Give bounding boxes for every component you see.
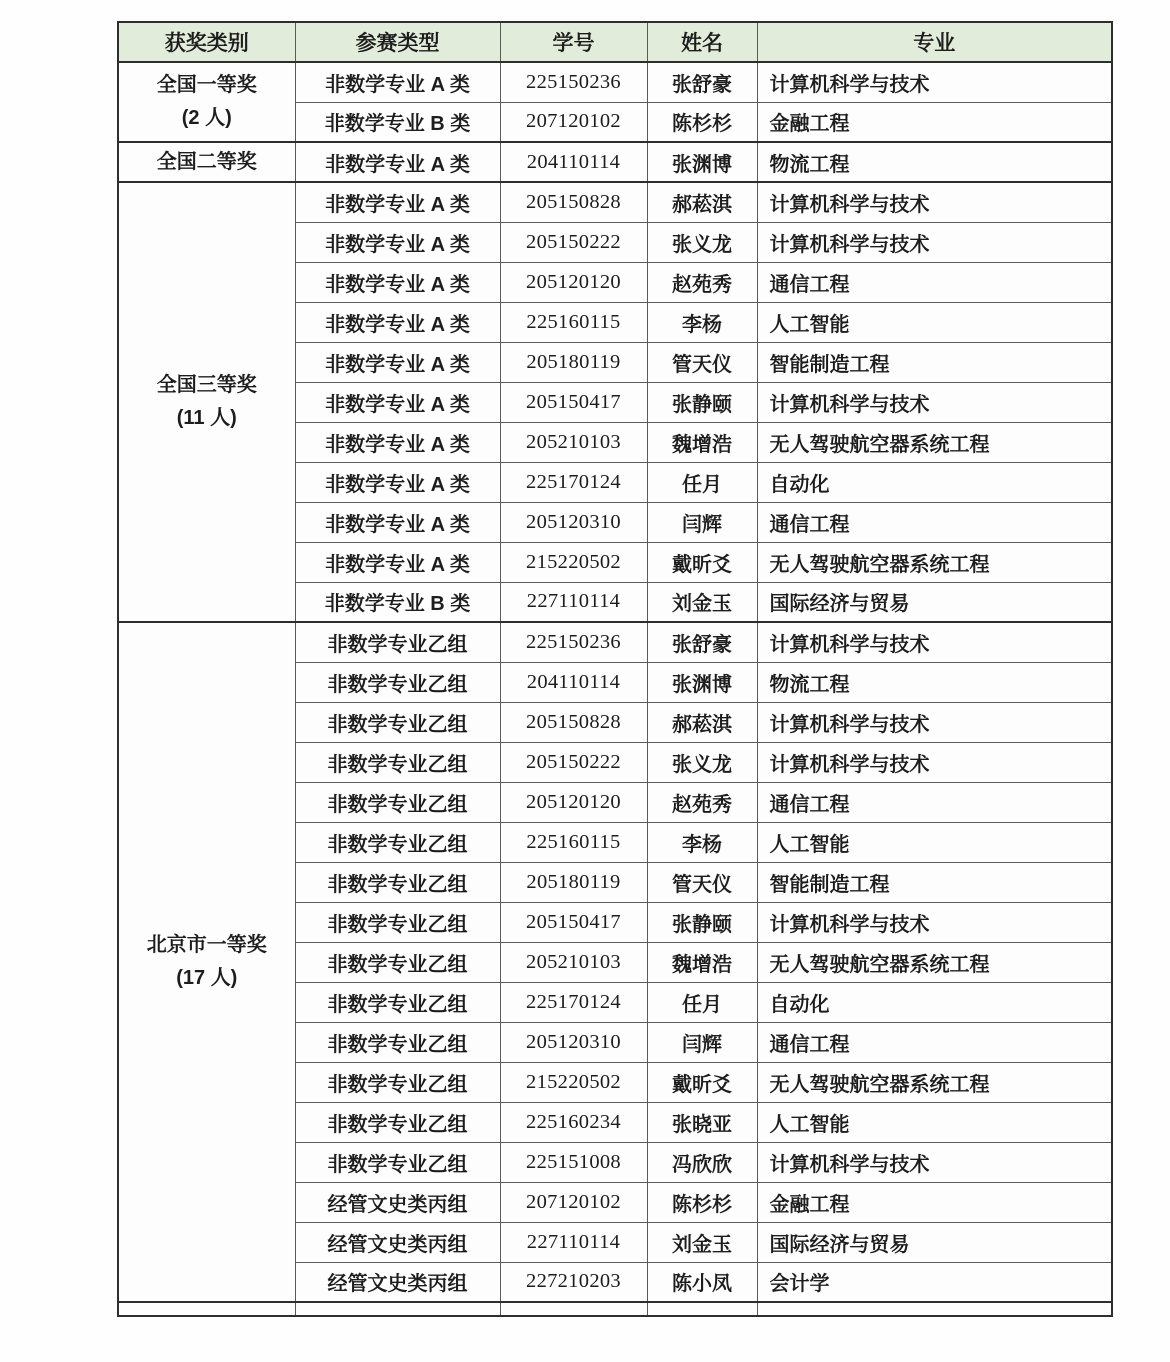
entry-type-cell: 非数学专业 A 类 — [295, 302, 500, 342]
student-id-cell: 225160115 — [500, 822, 647, 862]
entry-type-cell: 非数学专业乙组 — [295, 862, 500, 902]
major-cell: 智能制造工程 — [757, 862, 1112, 902]
student-name-cell: 赵苑秀 — [647, 262, 757, 302]
student-name-cell: 张义龙 — [647, 222, 757, 262]
student-id-cell: 205120120 — [500, 782, 647, 822]
student-name-cell: 张义龙 — [647, 742, 757, 782]
student-id-cell: 205210103 — [500, 422, 647, 462]
entry-type-cell: 非数学专业 A 类 — [295, 142, 500, 182]
entry-type-cell: 非数学专业 A 类 — [295, 382, 500, 422]
entry-type-cell: 非数学专业乙组 — [295, 662, 500, 702]
student-name-cell: 李杨 — [647, 822, 757, 862]
student-id-cell: 225150236 — [500, 62, 647, 102]
student-name-cell: 刘金玉 — [647, 582, 757, 622]
student-name-cell: 张渊博 — [647, 662, 757, 702]
student-name-cell: 任月 — [647, 982, 757, 1022]
col-header-entry-type: 参赛类型 — [295, 22, 500, 62]
entry-type-cell: 非数学专业 A 类 — [295, 502, 500, 542]
table-row — [118, 62, 1112, 102]
entry-type-cell: 非数学专业 A 类 — [295, 542, 500, 582]
student-id-cell: 227110114 — [500, 1222, 647, 1262]
major-cell: 物流工程 — [757, 142, 1112, 182]
student-name-cell: 魏增浩 — [647, 942, 757, 982]
major-cell: 人工智能 — [757, 302, 1112, 342]
student-id-cell: 225160234 — [500, 1102, 647, 1142]
major-cell: 国际经济与贸易 — [757, 582, 1112, 622]
student-name-cell: 冯欣欣 — [647, 1142, 757, 1182]
major-cell: 人工智能 — [757, 1102, 1112, 1142]
major-cell: 计算机科学与技术 — [757, 182, 1112, 222]
major-cell: 金融工程 — [757, 102, 1112, 142]
award-category-cell — [118, 142, 295, 182]
entry-type-cell: 非数学专业乙组 — [295, 742, 500, 782]
student-name-cell: 张舒豪 — [647, 622, 757, 662]
student-name-cell: 戴昕爻 — [647, 542, 757, 582]
student-name-cell: 郝菘淇 — [647, 182, 757, 222]
major-cell: 无人驾驶航空器系统工程 — [757, 1062, 1112, 1102]
student-name-cell: 闫辉 — [647, 1022, 757, 1062]
table-row — [118, 622, 1112, 662]
entry-type-cell: 非数学专业 B 类 — [295, 582, 500, 622]
student-name-cell: 张渊博 — [647, 142, 757, 182]
major-cell: 计算机科学与技术 — [757, 742, 1112, 782]
major-cell: 物流工程 — [757, 662, 1112, 702]
student-name-cell: 任月 — [647, 462, 757, 502]
header-row — [118, 22, 1112, 62]
student-id-cell: 205150417 — [500, 382, 647, 422]
major-cell: 通信工程 — [757, 502, 1112, 542]
student-id-cell: 225170124 — [500, 982, 647, 1022]
major-cell: 计算机科学与技术 — [757, 1142, 1112, 1182]
entry-type-cell: 非数学专业 A 类 — [295, 422, 500, 462]
major-cell: 计算机科学与技术 — [757, 622, 1112, 662]
student-name-cell: 戴昕爻 — [647, 1062, 757, 1102]
awards-table — [117, 21, 1113, 1317]
student-name-cell: 赵苑秀 — [647, 782, 757, 822]
major-cell: 国际经济与贸易 — [757, 1222, 1112, 1262]
award-category-line: 全国二等奖 — [156, 150, 257, 173]
student-id-cell: 205150828 — [500, 182, 647, 222]
award-category-line: (11 人) — [176, 407, 237, 429]
major-cell: 计算机科学与技术 — [757, 902, 1112, 942]
empty-cell — [647, 1302, 757, 1316]
student-name-cell: 郝菘淇 — [647, 702, 757, 742]
entry-type-cell: 非数学专业 B 类 — [295, 102, 500, 142]
student-id-cell: 225150236 — [500, 622, 647, 662]
empty-cell — [295, 1302, 500, 1316]
major-cell: 计算机科学与技术 — [757, 702, 1112, 742]
student-id-cell: 227110114 — [500, 582, 647, 622]
student-name-cell: 刘金玉 — [647, 1222, 757, 1262]
student-id-cell: 227210203 — [500, 1262, 647, 1302]
student-id-cell: 207120102 — [500, 102, 647, 142]
entry-type-cell: 非数学专业乙组 — [295, 1062, 500, 1102]
student-id-cell: 205150222 — [500, 222, 647, 262]
col-header-name: 姓名 — [647, 22, 757, 62]
student-id-cell: 205180119 — [500, 862, 647, 902]
entry-type-cell: 非数学专业 A 类 — [295, 462, 500, 502]
major-cell: 人工智能 — [757, 822, 1112, 862]
entry-type-cell: 非数学专业乙组 — [295, 822, 500, 862]
entry-type-cell: 非数学专业乙组 — [295, 902, 500, 942]
student-name-cell: 张舒豪 — [647, 62, 757, 102]
major-cell: 计算机科学与技术 — [757, 62, 1112, 102]
award-category-line: (17 人) — [176, 967, 238, 989]
entry-type-cell: 非数学专业乙组 — [295, 702, 500, 742]
entry-type-cell: 非数学专业 A 类 — [295, 62, 500, 102]
entry-type-cell: 非数学专业乙组 — [295, 782, 500, 822]
major-cell: 智能制造工程 — [757, 342, 1112, 382]
major-cell: 无人驾驶航空器系统工程 — [757, 942, 1112, 982]
entry-type-cell: 非数学专业乙组 — [295, 942, 500, 982]
entry-type-cell: 经管文史类丙组 — [295, 1222, 500, 1262]
entry-type-cell: 非数学专业 A 类 — [295, 262, 500, 302]
student-name-cell: 陈杉杉 — [647, 102, 757, 142]
award-category-line: 全国一等奖 — [156, 74, 257, 96]
student-name-cell: 陈杉杉 — [647, 1182, 757, 1222]
student-id-cell: 205210103 — [500, 942, 647, 982]
entry-type-cell: 非数学专业乙组 — [295, 622, 500, 662]
col-header-major: 专业 — [757, 22, 1112, 62]
major-cell: 通信工程 — [757, 782, 1112, 822]
student-id-cell: 205150828 — [500, 702, 647, 742]
award-category-cell — [118, 622, 295, 1302]
student-id-cell: 225170124 — [500, 462, 647, 502]
partial-next-row — [118, 1302, 1112, 1316]
student-name-cell: 张晓亚 — [647, 1102, 757, 1142]
student-id-cell: 204110114 — [500, 662, 647, 702]
empty-cell — [757, 1302, 1112, 1316]
student-name-cell: 陈小凤 — [647, 1262, 757, 1302]
entry-type-cell: 非数学专业 A 类 — [295, 342, 500, 382]
major-cell: 通信工程 — [757, 262, 1112, 302]
award-category-cell — [118, 62, 295, 142]
award-category-line: (2 人) — [181, 107, 232, 129]
student-id-cell: 205120310 — [500, 1022, 647, 1062]
student-id-cell: 205180119 — [500, 342, 647, 382]
major-cell: 会计学 — [757, 1262, 1112, 1302]
entry-type-cell: 非数学专业乙组 — [295, 1102, 500, 1142]
award-category-cell — [118, 182, 295, 622]
major-cell: 自动化 — [757, 982, 1112, 1022]
award-category-line: 全国三等奖 — [156, 374, 257, 396]
student-name-cell: 张静颐 — [647, 382, 757, 422]
major-cell: 计算机科学与技术 — [757, 222, 1112, 262]
student-name-cell: 管天仪 — [647, 862, 757, 902]
table-row — [118, 142, 1112, 182]
major-cell: 无人驾驶航空器系统工程 — [757, 542, 1112, 582]
entry-type-cell: 非数学专业 A 类 — [295, 222, 500, 262]
col-header-student-id: 学号 — [500, 22, 647, 62]
entry-type-cell: 经管文史类丙组 — [295, 1262, 500, 1302]
major-cell: 自动化 — [757, 462, 1112, 502]
major-cell: 无人驾驶航空器系统工程 — [757, 422, 1112, 462]
major-cell: 计算机科学与技术 — [757, 382, 1112, 422]
col-header-award-category: 获奖类别 — [118, 22, 295, 62]
table-row — [118, 182, 1112, 222]
student-id-cell: 204110114 — [500, 142, 647, 182]
entry-type-cell: 非数学专业乙组 — [295, 1022, 500, 1062]
entry-type-cell: 非数学专业乙组 — [295, 982, 500, 1022]
student-name-cell: 管天仪 — [647, 342, 757, 382]
student-name-cell: 闫辉 — [647, 502, 757, 542]
award-category-line: 北京市一等奖 — [146, 934, 267, 956]
student-id-cell: 225160115 — [500, 302, 647, 342]
student-id-cell: 225151008 — [500, 1142, 647, 1182]
student-id-cell: 215220502 — [500, 542, 647, 582]
student-name-cell: 魏增浩 — [647, 422, 757, 462]
major-cell: 金融工程 — [757, 1182, 1112, 1222]
student-id-cell: 205120310 — [500, 502, 647, 542]
entry-type-cell: 非数学专业 A 类 — [295, 182, 500, 222]
student-id-cell: 205150222 — [500, 742, 647, 782]
student-id-cell: 205120120 — [500, 262, 647, 302]
empty-cell — [118, 1302, 295, 1316]
empty-cell — [500, 1302, 647, 1316]
student-name-cell: 李杨 — [647, 302, 757, 342]
major-cell: 通信工程 — [757, 1022, 1112, 1062]
entry-type-cell: 经管文史类丙组 — [295, 1182, 500, 1222]
entry-type-cell: 非数学专业乙组 — [295, 1142, 500, 1182]
student-name-cell: 张静颐 — [647, 902, 757, 942]
student-id-cell: 215220502 — [500, 1062, 647, 1102]
student-id-cell: 205150417 — [500, 902, 647, 942]
student-id-cell: 207120102 — [500, 1182, 647, 1222]
